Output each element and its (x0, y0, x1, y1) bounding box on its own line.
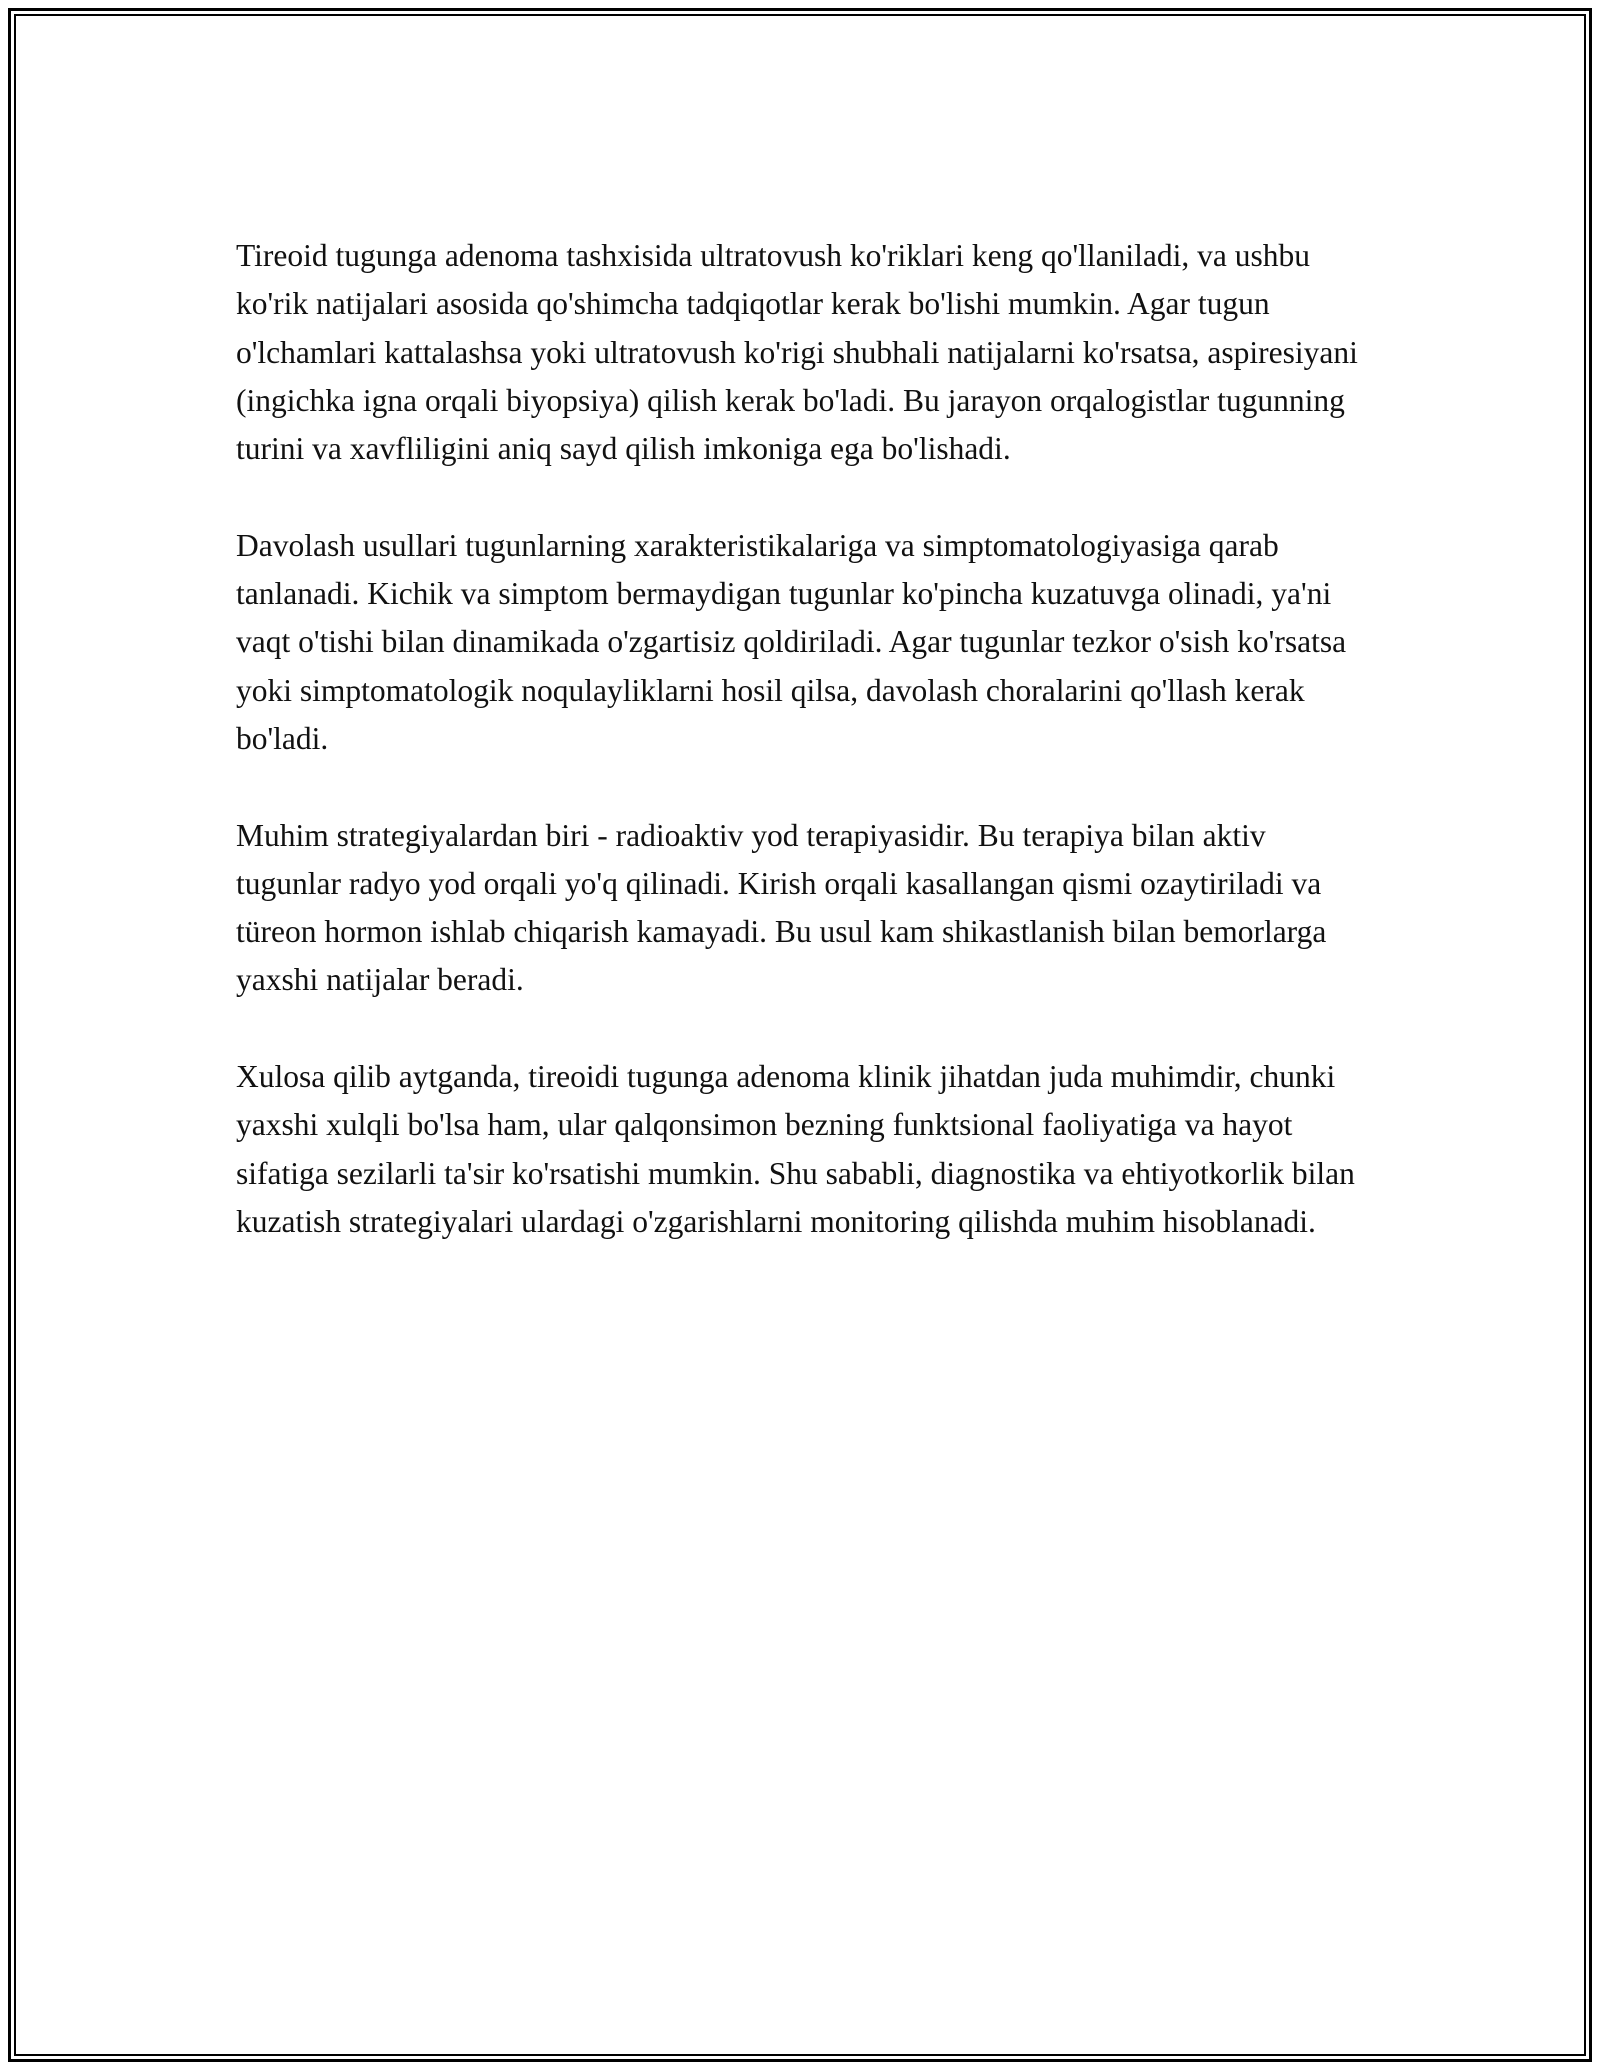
paragraph-ultrasound-diagnosis: Tireoid tugunga adenoma tashxisida ultratovush ko'riklari keng qo'llaniladi, va ushbu ko'rik natijalari asosida qo'shimcha tadqiqotlar kerak bo'lishi mumkin. Agar tugun o'lchamlari kattalashsa yoki ultratovush ko'rigi shubhali natijalarni ko'rsatsa, aspiresiyani (ingichka igna orqali biyopsiya) qilish kerak bo'ladi. Bu jarayon orqalogistlar tugunning turini va xavfliligini aniq sayd qilish imkoniga ega bo'lishadi. (236, 238, 1358, 467)
document-body (236, 232, 1376, 1246)
paragraph-radioactive-iodine: Muhim strategiyalardan biri - radioaktiv yod terapiyasidir. Bu terapiya bilan aktiv tugunlar radyo yod orqali yo'q qilinadi. Kirish orqali kasallangan qismi ozaytiriladi va türeon hormon ishlab chiqarish kamayadi. Bu usul kam shikastlanish bilan bemorlarga yaxshi natijalar beradi. (236, 817, 1327, 998)
paragraph-treatment-methods: Davolash usullari tugunlarning xarakteristikalariga va simptomatologiyasiga qarab tanlanadi. Kichik va simptom bermaydigan tugunlar ko'pincha kuzatuvga olinadi, ya'ni vaqt o'tishi bilan dinamikada o'zgartisiz qoldiriladi. Agar tugunlar tezkor o'sish ko'rsatsa yoki simptomatologik noqulayliklarni hosil qilsa, davolash choralarini qo'llash kerak bo'ladi. (236, 527, 1347, 756)
paragraph-conclusion: Xulosa qilib aytganda, tireoidi tugunga adenoma klinik jihatdan juda muhimdir, chunki yaxshi xulqli bo'lsa ham, ular qalqonsimon bezning funktsional faoliyatiga va hayot sifatiga sezilarli ta'sir ko'rsatishi mumkin. Shu sababli, diagnostika va ehtiyotkorlik bilan kuzatish strategiyalari ulardagi o'zgarishlarni monitoring qilishda muhim hisoblanadi. (236, 1059, 1355, 1239)
